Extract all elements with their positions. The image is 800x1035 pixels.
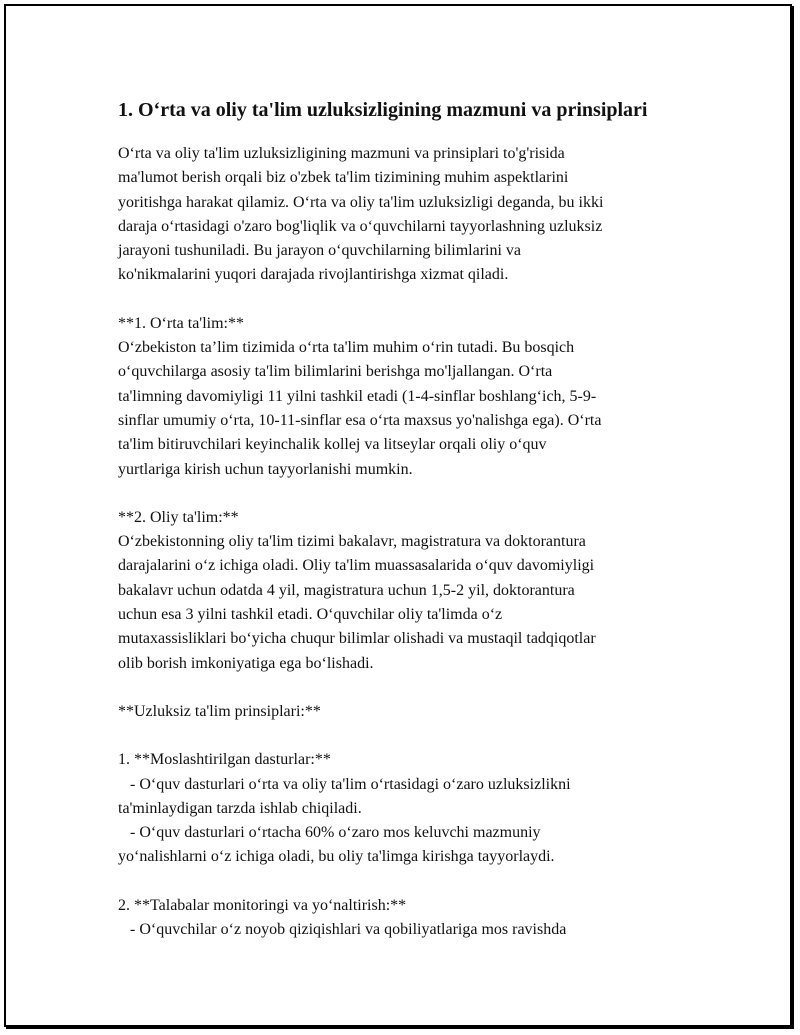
- list-item-heading: 1. **Moslashtirilgan dasturlar:**: [118, 751, 331, 769]
- paragraph-secondary-education: [118, 312, 688, 482]
- text-line: yurtlariga kirish uchun tayyorlanishi mumkin.: [118, 460, 413, 478]
- text-line: olib borish imkoniyatiga ega bo‘lishadi.: [118, 654, 374, 672]
- paragraph-principle-2: [118, 894, 688, 943]
- document-title: 1. O‘rta va oliy ta'lim uzluksizligining mazmuni va prinsiplari: [118, 99, 648, 121]
- text-line: ko'nikmalarini yuqori darajada rivojlantirishga xizmat qiladi.: [118, 266, 509, 284]
- list-item-heading: 2. **Talabalar monitoringi va yo‘naltirish:**: [118, 896, 407, 914]
- text-line: ta'minlaydigan tarzda ishlab chiqiladi.: [118, 799, 362, 817]
- section-heading: **2. Oliy ta'lim:**: [118, 508, 239, 526]
- document-content: [118, 96, 688, 966]
- section-heading: **1. O‘rta ta'lim:**: [118, 314, 244, 332]
- text-line: ta'lim bitiruvchilari keyinchalik kollej va litseylar orqali oliy o‘quv: [118, 436, 547, 454]
- text-line: sinflar umumiy o‘rta, 10-11-sinflar esa o‘rta maxsus yo'nalishga ega). O‘rta: [118, 411, 602, 429]
- text-line: - O‘quvchilar o‘z noyob qiziqishlari va qobiliyatlariga mos ravishda: [118, 921, 567, 939]
- text-line: O‘zbekiston ta’lim tizimida o‘rta ta'lim muhim o‘rin tutadi. Bu bosqich: [118, 339, 575, 357]
- document-page: [4, 4, 792, 1027]
- paragraph-intro: [118, 142, 688, 288]
- paragraph-principles-heading: [118, 700, 688, 724]
- text-line: yo‘nalishlarni o‘z ichiga oladi, bu oliy ta'limga kirishga tayyorlaydi.: [118, 848, 555, 866]
- text-line: O‘rta va oliy ta'lim uzluksizligining mazmuni va prinsiplari to'g'risida: [118, 145, 565, 162]
- section-heading: **Uzluksiz ta'lim prinsiplari:**: [118, 702, 321, 720]
- text-line: yoritishga harakat qilamiz. O‘rta va oliy ta'lim uzluksizligi deganda, bu ikki: [118, 193, 604, 211]
- paragraph-higher-education: [118, 506, 688, 676]
- text-line: - O‘quv dasturlari o‘rta va oliy ta'lim o‘rtasidagi o‘zaro uzluksizlikni: [118, 775, 571, 793]
- text-line: jarayoni tushuniladi. Bu jarayon o‘quvchilarning bilimlarini va: [118, 242, 522, 260]
- text-line: daraja o‘rtasidagi o'zaro bog'liqlik va o‘quvchilarni tayyorlashning uzluksiz: [118, 217, 603, 235]
- text-line: uchun esa 3 yilni tashkil etadi. O‘quvchilar oliy ta'limda o‘z: [118, 606, 503, 624]
- text-line: darajalarini o‘z ichiga oladi. Oliy ta'lim muassasalarida o‘quv davomiyligi: [118, 557, 595, 575]
- text-line: O‘zbekistonning oliy ta'lim tizimi bakalavr, magistratura va doktorantura: [118, 533, 586, 551]
- text-line: - O‘quv dasturlari o‘rtacha 60% o‘zaro mos keluvchi mazmuniy: [118, 824, 541, 842]
- text-line: ta'limning davomiyligi 11 yilni tashkil etadi (1-4-sinflar boshlang‘ich, 5-9-: [118, 387, 597, 405]
- text-line: mutaxassisliklari bo‘yicha chuqur bilimlar olishadi va mustaqil tadqiqotlar: [118, 630, 596, 648]
- text-line: bakalavr uchun odatda 4 yil, magistratura uchun 1,5-2 yil, doktorantura: [118, 581, 575, 599]
- paragraph-principle-1: [118, 748, 688, 869]
- text-line: o‘quvchilarga asosiy ta'lim bilimlarini berishga mo'ljallangan. O‘rta: [118, 363, 553, 381]
- text-line: ma'lumot berish orqali biz o'zbek ta'lim tizimining muhim aspektlarini: [118, 169, 569, 187]
